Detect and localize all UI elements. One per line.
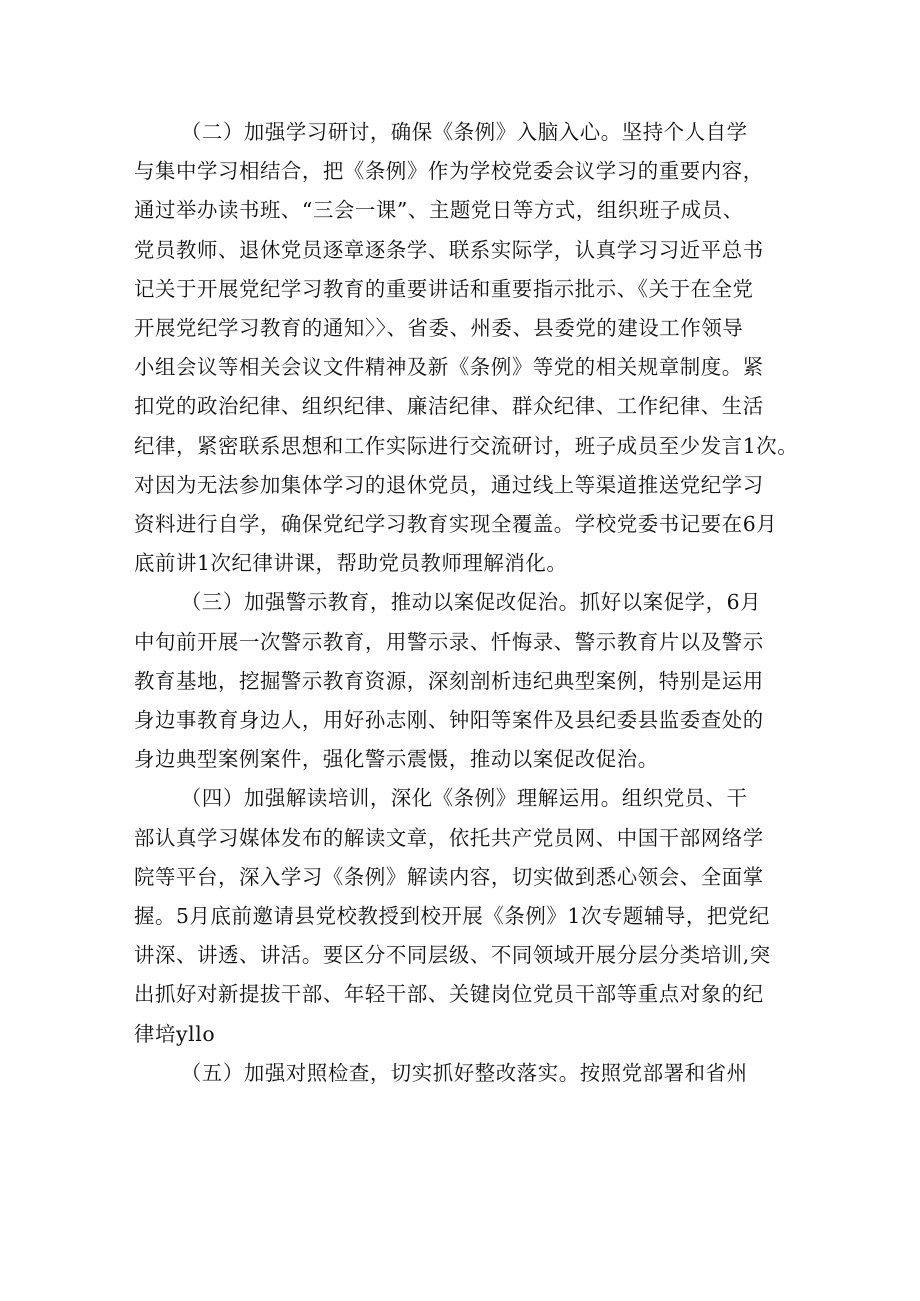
paragraph-interpretation-training — [134, 779, 800, 1053]
text-line: 与集中学习相结合，把《条例》作为学校党委会议学习的重要内容， — [134, 159, 764, 184]
text-line: 中旬前开展一次警示教育，用警示录、忏悔录、警示教育片以及警示 — [134, 629, 764, 654]
text-line: 握。5月底前邀请县党校教授到校开展《条例》1次专题辅导，把党纪 — [134, 904, 770, 929]
text-line: 资料进行自学，确保党纪学习教育实现全覆盖。学校党委书记要在6月 — [134, 512, 778, 537]
text-line: 开展党纪学习教育的通知〉〉、省委、州委、县委党的建设工作领导 — [134, 316, 744, 341]
text-line: 院等平台，深入学习《条例》解读内容，切实做到悉心领会、全面掌 — [134, 864, 764, 889]
document-body — [134, 113, 800, 1093]
text-line: 教育基地，挖掘警示教育资源，深刻剖析违纪典型案例，特别是运用 — [134, 668, 764, 693]
text-line: 记关于开展党纪学习教育的重要讲话和重要指示批示、《关于在全党 — [134, 276, 754, 301]
paragraph-inspection-rectification — [134, 1054, 800, 1093]
text-line: 通过举办读书班、“三会一课”、主题党日等方式，组织班子成员、 — [134, 198, 744, 223]
text-line: 党员教师、退休党员逐章逐条学、联系实际学，认真学习习近平总书 — [134, 237, 764, 262]
text-line: 身边事教育身边人，用好孙志刚、钟阳等案件及县纪委县监委查处的 — [134, 708, 764, 733]
text-line: （五）加强对照检查，切实抓好整改落实。按照党部署和省州 — [180, 1060, 748, 1085]
text-line: 律培yllo — [134, 1021, 216, 1046]
text-line: 纪律，紧密联系思想和工作实际进行交流研讨，班子成员至少发言1次。 — [134, 433, 799, 458]
text-line: 出抓好对新提拔干部、年轻干部、关键岗位党员干部等重点对象的纪 — [134, 982, 764, 1007]
text-line: 讲深、讲透、讲活。要区分不同层级、不同领域开展分层分类培训,突 — [134, 943, 771, 968]
text-line: 对因为无法参加集体学习的退休党员，通过线上等渠道推送党纪学习 — [134, 472, 764, 497]
paragraph-study-discussion — [134, 113, 800, 583]
text-line: 部认真学习媒体发布的解读文章，依托共产党员网、中国干部网络学 — [134, 825, 764, 850]
text-line: 小组会议等相关会议文件精神及新《条例》等党的相关规章制度。紧 — [134, 355, 764, 380]
text-line: （四）加强解读培训，深化《条例》理解运用。组织党员、干 — [180, 786, 748, 811]
text-line: 身边典型案例案件，强化警示震慑，推动以案促改促治。 — [134, 747, 659, 772]
paragraph-warning-education — [134, 583, 800, 779]
text-line: （三）加强警示教育，推动以案促改促治。抓好以案促学，6月 — [180, 590, 762, 615]
text-line: 扣党的政治纪律、组织纪律、廉洁纪律、群众纪律、工作纪律、生活 — [134, 394, 764, 419]
text-line: 底前讲1次纪律讲课，帮助党员教师理解消化。 — [134, 551, 568, 576]
text-line: （二）加强学习研讨，确保《条例》入脑入心。坚持个人自学 — [180, 120, 748, 144]
